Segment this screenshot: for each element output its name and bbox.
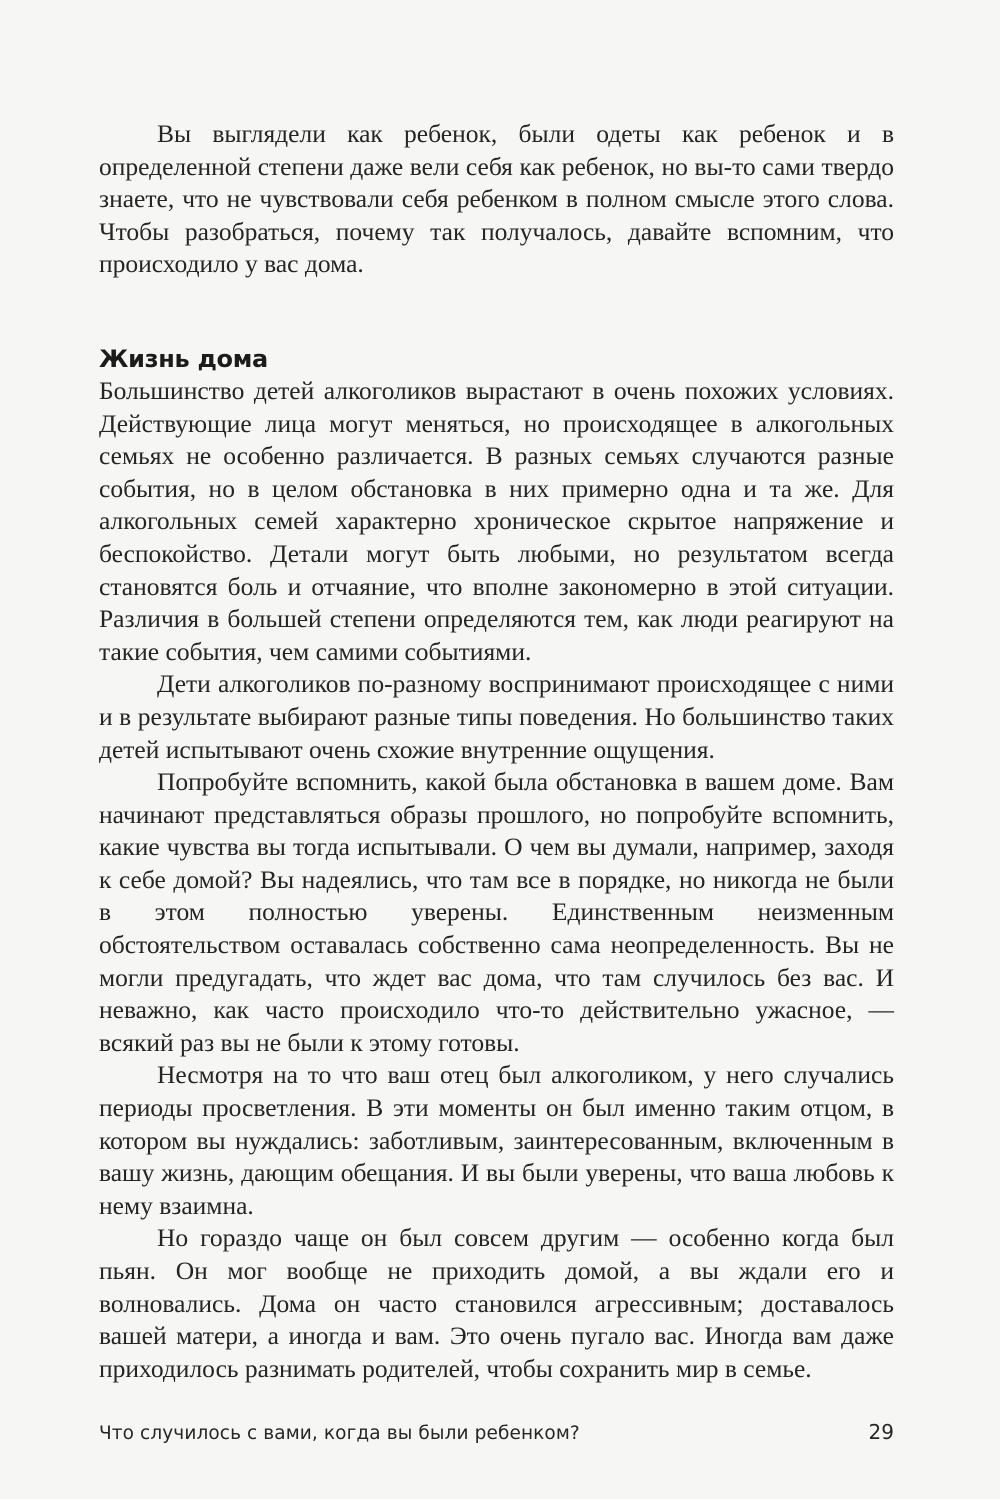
body-paragraph-3: Попробуйте вспомнить, какой была обстановка в вашем доме. Вам начинают представляться образы прошлого, но попробуйте вспомнить, какие чувства вы тогда испытывали. О чем вы думали, например, заходя к себе домой? Вы надеялись, что там все в порядке, но никогда не были в этом полностью уверены. Единственным неизменным обстоятельством оставалась собственно сама неопределенность. Вы не могли предугадать, что ждет вас дома, что там случилось без вас. И неважно, как часто происходило что-то действительно ужасное, — всякий раз вы не были к этому готовы. — [99, 767, 894, 1057]
intro-paragraph: Вы выглядели как ребенок, были одеты как ребенок и в определенной степени даже вели себя как ребенок, но вы-то сами твердо знаете, что не чувствовали себя ребенком в полном смысле этого слова. Чтобы разобраться, почему так получалось, давайте вспомним, что происходило у вас дома. — [99, 119, 894, 279]
page-number: 29 — [868, 1420, 894, 1444]
running-title: Что случилось с вами, когда вы были ребенком? — [99, 1423, 580, 1444]
body-paragraph-4: Несмотря на то что ваш отец был алкоголиком, у него случались периоды просветления. В эти моменты он был именно таким отцом, в котором вы нуждались: заботливым, заинтересованным, включенным в вашу жизнь, дающим обещания. И вы были уверены, что ваша любовь к нему взаимна. — [99, 1060, 894, 1220]
body-paragraph-2: Дети алкоголиков по-разному воспринимают происходящее с ними и в результате выбирают разные типы поведения. Но большинство таких детей испытывают очень схожие внутренние ощущения. — [99, 669, 894, 764]
page-footer — [99, 1420, 894, 1444]
body-paragraph-1: Большинство детей алкоголиков вырастают в очень похожих условиях. Действующие лица могут меняться, но происходящее в алкогольных семьях не особенно различается. В разных семьях случаются разные события, но в целом обстановка в них примерно одна и та же. Для алкогольных семей характерно хроническое скрытое напряжение и беспокойство. Детали могут быть любыми, но результатом всегда становятся боль и отчаяние, что вполне закономерно в этой ситуации. Различия в большей степени определяются тем, как люди реагируют на такие события, чем самими событиями. — [99, 375, 894, 666]
section-heading: Жизнь дома — [99, 344, 268, 373]
page-content — [99, 118, 894, 1385]
body-paragraph-5: Но гораздо чаще он был совсем другим — особенно когда был пьян. Он мог вообще не приходить домой, а вы ждали его и волновались. Дома он часто становился агрессивным; доставалось вашей матери, а иногда и вам. Это очень пугало вас. Иногда вам даже приходилось разнимать родителей, чтобы сохранить мир в семье. — [99, 1223, 894, 1383]
